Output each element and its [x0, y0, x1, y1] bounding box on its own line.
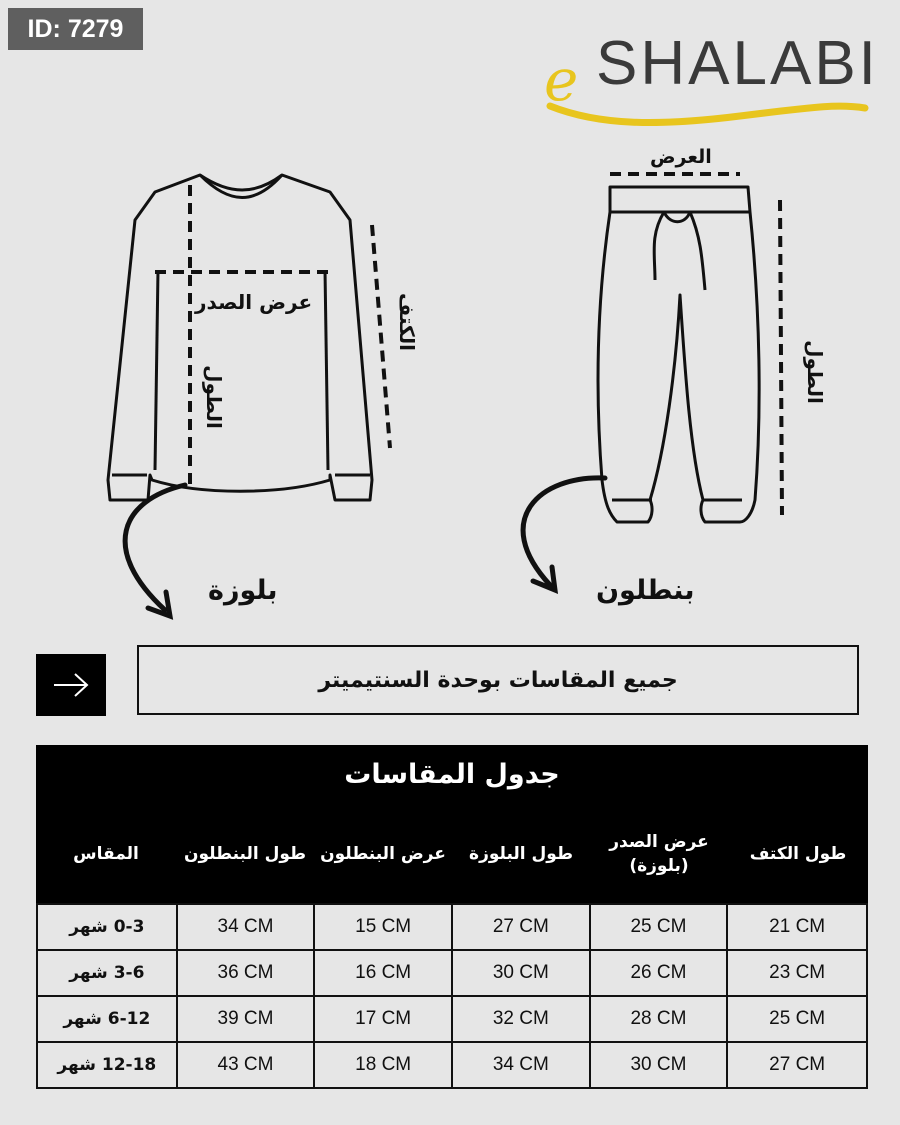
- chest-width-cell: 28 CM: [590, 996, 728, 1042]
- size-cell: 0-3 شهر: [37, 904, 177, 950]
- shirt-length-cell: 34 CM: [452, 1042, 590, 1088]
- shirt-outline-icon: [108, 175, 372, 500]
- shirt-label: بلوزة: [208, 575, 278, 606]
- pants-length-cell: 43 CM: [177, 1042, 315, 1088]
- size-table-body: [36, 903, 868, 1089]
- pants-width-cell: 17 CM: [314, 996, 452, 1042]
- pants-width-cell: 16 CM: [314, 950, 452, 996]
- shirt-length-cell: 32 CM: [452, 996, 590, 1042]
- pants-width-cell: 15 CM: [314, 904, 452, 950]
- table-header: [36, 745, 868, 905]
- shoulder-length-cell: 25 CM: [727, 996, 867, 1042]
- col-header-chest-width: عرض الصدر (بلوزة): [609, 832, 709, 876]
- col-header-shoulder-length: طول الكتف: [749, 844, 847, 865]
- table-row: [37, 904, 867, 950]
- pants-width-label: العرض: [650, 146, 712, 168]
- table-row: [37, 996, 867, 1042]
- pants-length-cell: 39 CM: [177, 996, 315, 1042]
- pants-length-cell: 36 CM: [177, 950, 315, 996]
- logo-swoosh-icon: [540, 86, 870, 126]
- pants-width-cell: 18 CM: [314, 1042, 452, 1088]
- logo-wordmark: SHALABI: [596, 29, 879, 98]
- col-header-size: المقاس: [73, 844, 139, 865]
- size-cell: 12-18 شهر: [37, 1042, 177, 1088]
- pants-outline-icon: [598, 187, 759, 522]
- col-header-pants-length: طول البنطلون: [183, 844, 307, 865]
- shoulder-length-cell: 27 CM: [727, 1042, 867, 1088]
- chest-width-cell: 25 CM: [590, 904, 728, 950]
- shirt-length-cell: 30 CM: [452, 950, 590, 996]
- logo-e-letter: e: [544, 46, 579, 114]
- id-badge: ID: 7279: [8, 8, 143, 50]
- arrow-right-icon: [51, 670, 91, 700]
- pants-label: بنطلون: [596, 575, 695, 606]
- shirt-arrow-icon: [125, 485, 185, 616]
- col-header-pants-width: عرض البنطلون: [320, 844, 446, 865]
- units-note: جميع المقاسات بوحدة السنتيميتر: [137, 645, 859, 715]
- pants-length-label: الطول: [802, 340, 827, 404]
- shirt-length-cell: 27 CM: [452, 904, 590, 950]
- size-cell: 6-12 شهر: [37, 996, 177, 1042]
- chest-width-label: عرض الصدر: [195, 290, 313, 314]
- table-row: [37, 950, 867, 996]
- chest-width-cell: 30 CM: [590, 1042, 728, 1088]
- size-table: [36, 745, 868, 1098]
- chest-width-cell: 26 CM: [590, 950, 728, 996]
- shirt-length-label: الطول: [201, 365, 226, 429]
- table-title: جدول المقاسات: [344, 759, 560, 790]
- shoulder-length-cell: 21 CM: [727, 904, 867, 950]
- table-row: [37, 1042, 867, 1088]
- shoulder-label: الكتف: [394, 293, 419, 351]
- pants-arrow-icon: [523, 478, 605, 590]
- col-header-shirt-length: طول البلوزة: [469, 844, 573, 865]
- shirt-measure-lines: [155, 185, 390, 485]
- shoulder-length-cell: 23 CM: [727, 950, 867, 996]
- arrow-box: [36, 654, 106, 716]
- size-cell: 3-6 شهر: [37, 950, 177, 996]
- pants-length-cell: 34 CM: [177, 904, 315, 950]
- brand-logo: [540, 20, 879, 130]
- garment-illustrations: [0, 130, 900, 630]
